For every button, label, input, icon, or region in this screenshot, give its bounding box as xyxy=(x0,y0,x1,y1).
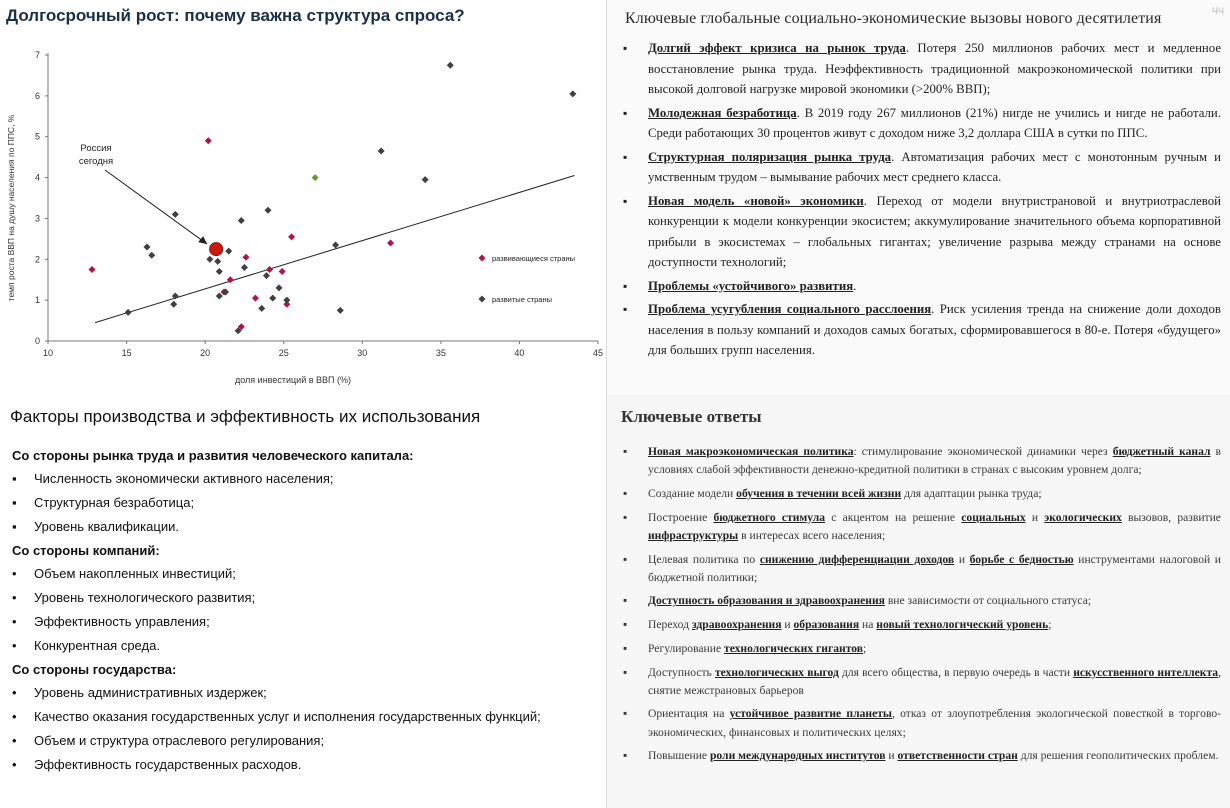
answer-keyword: бюджетного стимула xyxy=(713,510,826,524)
answer-keyword: здравоохранения xyxy=(691,618,782,632)
developed-point xyxy=(214,258,221,265)
challenge-item: ▪ Проблема усугубления социального расслоения. Риск усиления тренда на снижение доли доходов населения в пользу компаний и доходов самых богатых, сформировавшегося в 80-е. Потеря «будущего» для больших групп населения. xyxy=(623,299,1221,361)
answer-item xyxy=(623,705,1221,741)
answer-text: Регулирование xyxy=(648,641,724,655)
developed-point xyxy=(378,148,385,155)
challenges-title: Ключевые глобальные социально-экономические вызовы нового десятилетия xyxy=(625,10,1162,27)
answers-list xyxy=(623,443,1221,771)
answer-text: ; xyxy=(863,641,867,655)
answers-panel xyxy=(606,395,1230,808)
developed-point xyxy=(258,305,265,312)
developed-point xyxy=(332,241,339,248)
x-tick-label: 10 xyxy=(42,348,54,358)
answer-text: Доступность xyxy=(648,665,715,679)
answer-keyword: образования xyxy=(793,618,860,632)
legend-label: развивающиеся страны xyxy=(492,254,576,263)
factor-item: • Качество оказания государственных услуг и исполнения государственных функций; xyxy=(12,708,602,726)
answer-text: ; xyxy=(1048,618,1052,632)
developing-point xyxy=(387,239,394,246)
legend-marker xyxy=(479,255,486,262)
x-tick-label: 40 xyxy=(514,348,525,358)
annotation-label: Россия xyxy=(80,143,112,154)
answer-keyword: борьбе с бедностью xyxy=(969,552,1074,566)
challenges-panel xyxy=(606,0,1230,395)
answer-text: , отказ от злоупотребления экологической повесткой в торгово-экономических, финансовых и политических целях; xyxy=(648,707,1221,739)
factor-list xyxy=(12,684,602,774)
answer-text: для адаптации рынка труда; xyxy=(901,486,1042,500)
developed-point xyxy=(225,248,232,255)
answer-keyword: технологических гигантов xyxy=(724,641,864,655)
y-axis-label: темп роста ВВП на душу населения по ППС, % xyxy=(6,114,16,302)
challenge-item: ▪ Долгий эффект кризиса на рынок труда. Потеря 250 миллионов рабочих мест и медленное восстановление рынка труда. Неэффективность традиционной макроэкономической политики при высокой долговой нагрузке мировой экономики (>200% ВВП); xyxy=(623,38,1221,100)
developed-point xyxy=(241,264,248,271)
y-tick-label: 0 xyxy=(34,336,40,346)
factor-group-heading: Со стороны государства: xyxy=(12,662,177,677)
answer-text: : стимулирование экономической динамики через xyxy=(853,445,1113,458)
answer-text: Повышение xyxy=(648,749,710,763)
developing-point xyxy=(252,295,259,302)
developed-point xyxy=(216,268,223,275)
factor-group-heading: Со стороны рынка труда и развития человеческого капитала: xyxy=(12,448,414,463)
answer-keyword: бюджетный канал xyxy=(1112,445,1211,458)
answer-keyword: снижению дифференциации доходов xyxy=(759,552,955,566)
developed-point xyxy=(447,62,454,69)
developed-point xyxy=(148,252,155,259)
factor-list xyxy=(12,470,602,536)
y-tick-label: 6 xyxy=(34,90,40,101)
developing-point xyxy=(243,254,250,261)
answer-item xyxy=(623,443,1221,479)
x-tick-label: 45 xyxy=(592,348,604,358)
answer-text: вне зависимости от социального статуса; xyxy=(884,594,1092,608)
developed-point xyxy=(337,307,344,314)
answer-item xyxy=(623,509,1221,545)
corner-mark: ЧЧ xyxy=(1212,6,1224,16)
answer-text: инструментами налоговой и бюджетной политики; xyxy=(648,552,1222,584)
answer-item xyxy=(623,551,1221,587)
answer-text: в интересах всего населения; xyxy=(738,528,886,542)
answer-keyword: Новая макроэкономическая политика xyxy=(648,445,854,458)
developed-point xyxy=(170,301,177,308)
challenge-item: ▪ Проблемы «устойчивого» развития. xyxy=(623,276,1221,297)
answer-keyword: искусственного интеллекта xyxy=(1073,665,1219,679)
developed-point xyxy=(216,293,223,300)
answers-title: Ключевые ответы xyxy=(621,407,762,426)
factor-item: • Уровень административных издержек; xyxy=(12,684,602,702)
x-tick-label: 20 xyxy=(200,348,211,358)
answer-keyword: роли международных институтов xyxy=(709,749,886,763)
challenge-item: ▪ Структурная поляризация рынка труда. Автоматизация рабочих мест с монотонным ручным и умственным трудом – вымывание рабочих мест среднего класса. xyxy=(623,147,1221,188)
factors-panel xyxy=(0,395,606,808)
answer-item xyxy=(623,616,1221,634)
factor-item: ▪ Уровень квалификации. xyxy=(12,518,602,536)
legend-label: развитые страны xyxy=(492,295,553,304)
highlight-point xyxy=(312,174,319,181)
factor-list xyxy=(12,565,602,655)
developed-point xyxy=(283,297,290,304)
developing-point xyxy=(266,266,273,273)
developed-point xyxy=(422,176,429,183)
developed-point xyxy=(125,309,132,316)
y-tick-label: 3 xyxy=(34,213,40,224)
y-tick-label: 2 xyxy=(34,254,40,265)
answer-keyword: социальных xyxy=(961,510,1026,524)
answer-text: вызовов, развитие xyxy=(1121,510,1221,524)
answer-keyword: экологических xyxy=(1044,510,1122,524)
answer-text: Создание модели xyxy=(648,486,737,500)
factor-item: • Эффективность государственных расходов. xyxy=(12,756,602,774)
developed-point xyxy=(269,295,276,302)
y-tick-label: 5 xyxy=(34,131,40,142)
russia-point xyxy=(210,243,223,256)
answer-text: Целевая политика по xyxy=(648,552,760,566)
answer-keyword: новый технологический уровень xyxy=(876,618,1049,632)
factor-group-heading: Со стороны компаний: xyxy=(12,543,160,558)
factor-item: ▪ Структурная безработица; xyxy=(12,494,602,512)
answer-text: Построение xyxy=(648,510,714,524)
factors-content xyxy=(12,445,602,780)
x-tick-label: 30 xyxy=(357,348,368,358)
developing-point xyxy=(288,233,295,240)
developed-point xyxy=(206,256,213,263)
x-axis-label: доля инвестиций в ВВП (%) xyxy=(235,375,351,385)
answer-text: для всего общества, в первую очередь в части xyxy=(838,665,1074,679)
answer-text: в условиях слабой эффективности денежно-кредитной политики в странах с высоким уровнем долга; xyxy=(648,445,1222,477)
answer-text: с акцентом на решение xyxy=(825,510,962,524)
answer-item xyxy=(623,664,1221,700)
y-tick-label: 7 xyxy=(34,50,40,60)
answer-text: Переход xyxy=(648,618,692,632)
developing-point xyxy=(89,266,96,273)
answer-text: и xyxy=(1025,510,1045,524)
chart-panel xyxy=(0,0,606,395)
answer-item xyxy=(623,640,1221,658)
annotation-arrow xyxy=(105,170,207,244)
x-tick-label: 15 xyxy=(121,348,132,358)
factor-item: • Объем и структура отраслевого регулирования; xyxy=(12,732,602,750)
developed-point xyxy=(569,90,576,97)
answer-keyword: технологических выгод xyxy=(714,665,839,679)
developed-point xyxy=(172,211,179,218)
factor-item: • Уровень технологического развития; xyxy=(12,589,602,607)
challenge-item: ▪ Новая модель «новой» экономики. Переход от модели внутристрановой и внутриотраслевой конкуренции к модели конкуренции экосистем; аккумулирование значительного объема корпоративной прибыли в экосистемах – глобальных гигантах; увеличение разрыва между странами на основе доступности технологий; xyxy=(623,191,1221,273)
annotation-label: сегодня xyxy=(78,156,114,167)
developed-point xyxy=(276,284,283,291)
developing-point xyxy=(205,137,212,144)
answer-text: и xyxy=(885,749,898,763)
answer-keyword: устойчивое развитие планеты xyxy=(729,707,892,721)
answer-text: Ориентация на xyxy=(648,707,730,721)
x-tick-label: 35 xyxy=(435,348,446,358)
answer-text: , снятие межстрановых барьеров xyxy=(648,665,1221,697)
developed-point xyxy=(144,244,151,251)
factor-item: • Эффективность управления; xyxy=(12,613,602,631)
answer-text: на xyxy=(859,618,877,632)
y-tick-label: 4 xyxy=(34,172,40,183)
chart-panel-title: Долгосрочный рост: почему важна структура спроса? xyxy=(6,6,465,25)
factor-item: • Объем накопленных инвестиций; xyxy=(12,565,602,583)
answer-item xyxy=(623,747,1221,765)
factor-item: ▪ Численность экономически активного населения; xyxy=(12,470,602,488)
developed-point xyxy=(263,272,270,279)
answer-text: и xyxy=(781,618,794,632)
answer-text: и xyxy=(954,552,970,566)
legend-marker xyxy=(479,296,486,303)
answer-item xyxy=(623,592,1221,610)
factors-title: Факторы производства и эффективность их использования xyxy=(10,407,481,426)
answer-keyword: ответственности стран xyxy=(897,749,1018,763)
y-tick-label: 1 xyxy=(34,295,40,306)
factor-item: • Конкурентная среда. xyxy=(12,637,602,655)
answer-text: для решения геополитических проблем. xyxy=(1017,749,1219,763)
answer-item xyxy=(623,485,1221,503)
arrow-head xyxy=(198,236,207,244)
developed-point xyxy=(265,207,272,214)
developing-point xyxy=(279,268,286,275)
scatter-chart xyxy=(0,0,606,395)
answer-keyword: обучения в течении всей жизни xyxy=(736,486,902,500)
x-tick-label: 25 xyxy=(278,348,289,358)
answer-keyword: инфраструктуры xyxy=(648,528,739,542)
challenge-item: ▪ Молодежная безработица. В 2019 году 267 миллионов (21%) нигде не учились и нигде не работали. Среди работающих 30 процентов живут с доходом ниже 3,2 доллара США в сутки по ППС. xyxy=(623,103,1221,144)
developed-point xyxy=(238,217,245,224)
answer-keyword: Доступность образования и здравоохранения xyxy=(648,594,885,608)
challenges-list xyxy=(623,38,1221,364)
